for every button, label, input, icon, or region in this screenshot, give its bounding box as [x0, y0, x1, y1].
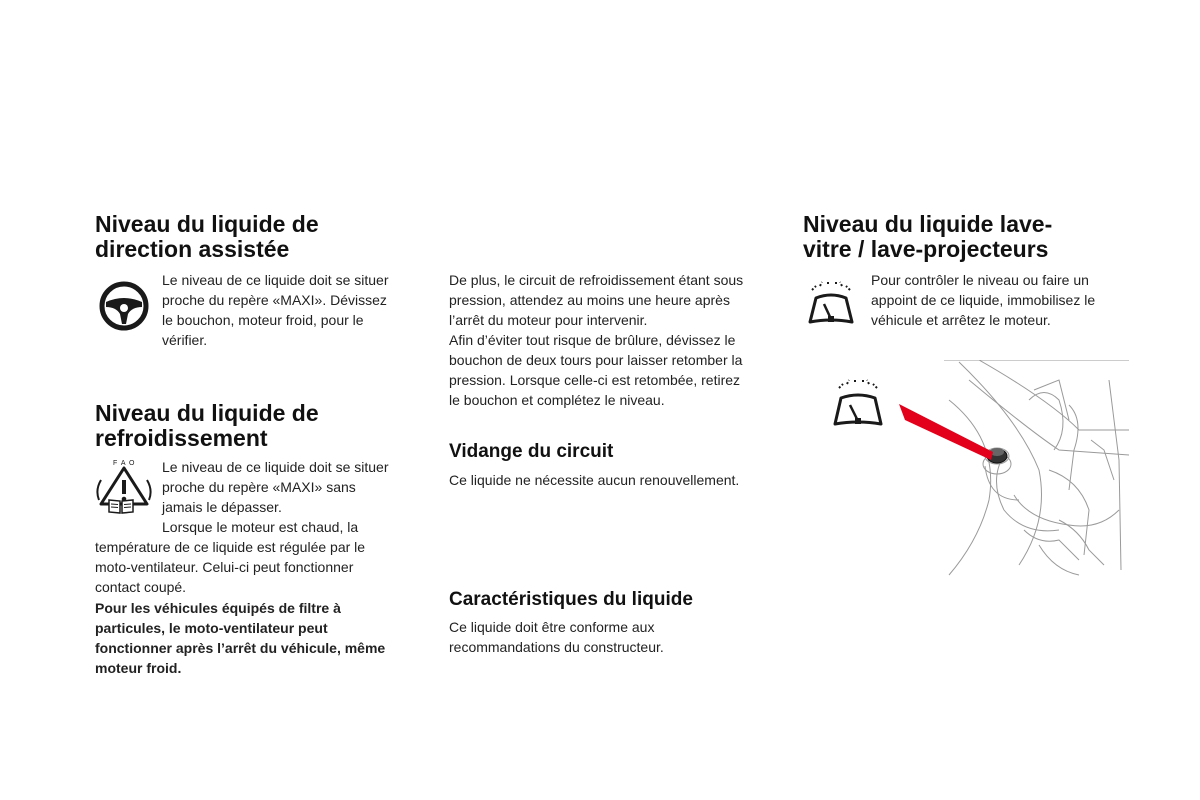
windshield-washer-icon [806, 276, 856, 328]
coolant-text-full: température de ce liquide est régulée par le moto-ventilateur. Celui-ci peut fonctionner contact coupé. [95, 539, 366, 595]
washer-fluid-text: Pour contrôler le niveau ou faire un appoint de ce liquide, immobilisez le véhicule et arrêtez le moteur. [871, 272, 1096, 328]
section-title-washer-fluid: Niveau du liquide lave- vitre / lave-projecteurs [803, 211, 1053, 262]
illustration-washer-icon [835, 378, 881, 424]
coolant-safety-text: De plus, le circuit de refroidissement étant sous pression, attendez au moins une heure après l’arrêt du moteur pour intervenir. Afin d’éviter tout risque de brûlure, dévissez le bouchon de deux tours pour laisser retomber la pression. Lorsque celle-ci est retombée, retirez le bouchon et complétez le niveau. [449, 272, 744, 408]
section-title-drain: Vidange du circuit [449, 441, 614, 462]
red-pointer-arrow [899, 404, 993, 460]
section-title-power-steering: Niveau du liquide de direction assistée [95, 211, 319, 262]
engine-bay-washer-reservoir-illustration [829, 360, 1131, 580]
manual-book-icon [108, 498, 134, 514]
coolant-particle-filter-warning: Pour les véhicules équipés de filtre à particules, le moto-ventilateur peut fonctionner après l’arrêt du véhicule, même moteur froid. [95, 600, 386, 676]
drain-text: Ce liquide ne nécessite aucun renouvellement. [449, 472, 740, 488]
section-title-characteristics: Caractéristiques du liquide [449, 589, 693, 610]
coolant-icon-label: F A O [113, 460, 136, 467]
section-title-coolant: Niveau du liquide de refroidissement [95, 400, 319, 451]
power-steering-text: Le niveau de ce liquide doit se situer proche du repère «MAXI». Dévissez le bouchon, moteur froid, pour le vérifier. [162, 272, 389, 348]
coolant-text-indented: Le niveau de ce liquide doit se situer proche du repère «MAXI» sans jamais le dépasser. Lorsque le moteur est chaud, la [162, 459, 389, 535]
steering-wheel-icon [98, 280, 150, 332]
characteristics-text: Ce liquide doit être conforme aux recommandations du constructeur. [449, 619, 664, 655]
